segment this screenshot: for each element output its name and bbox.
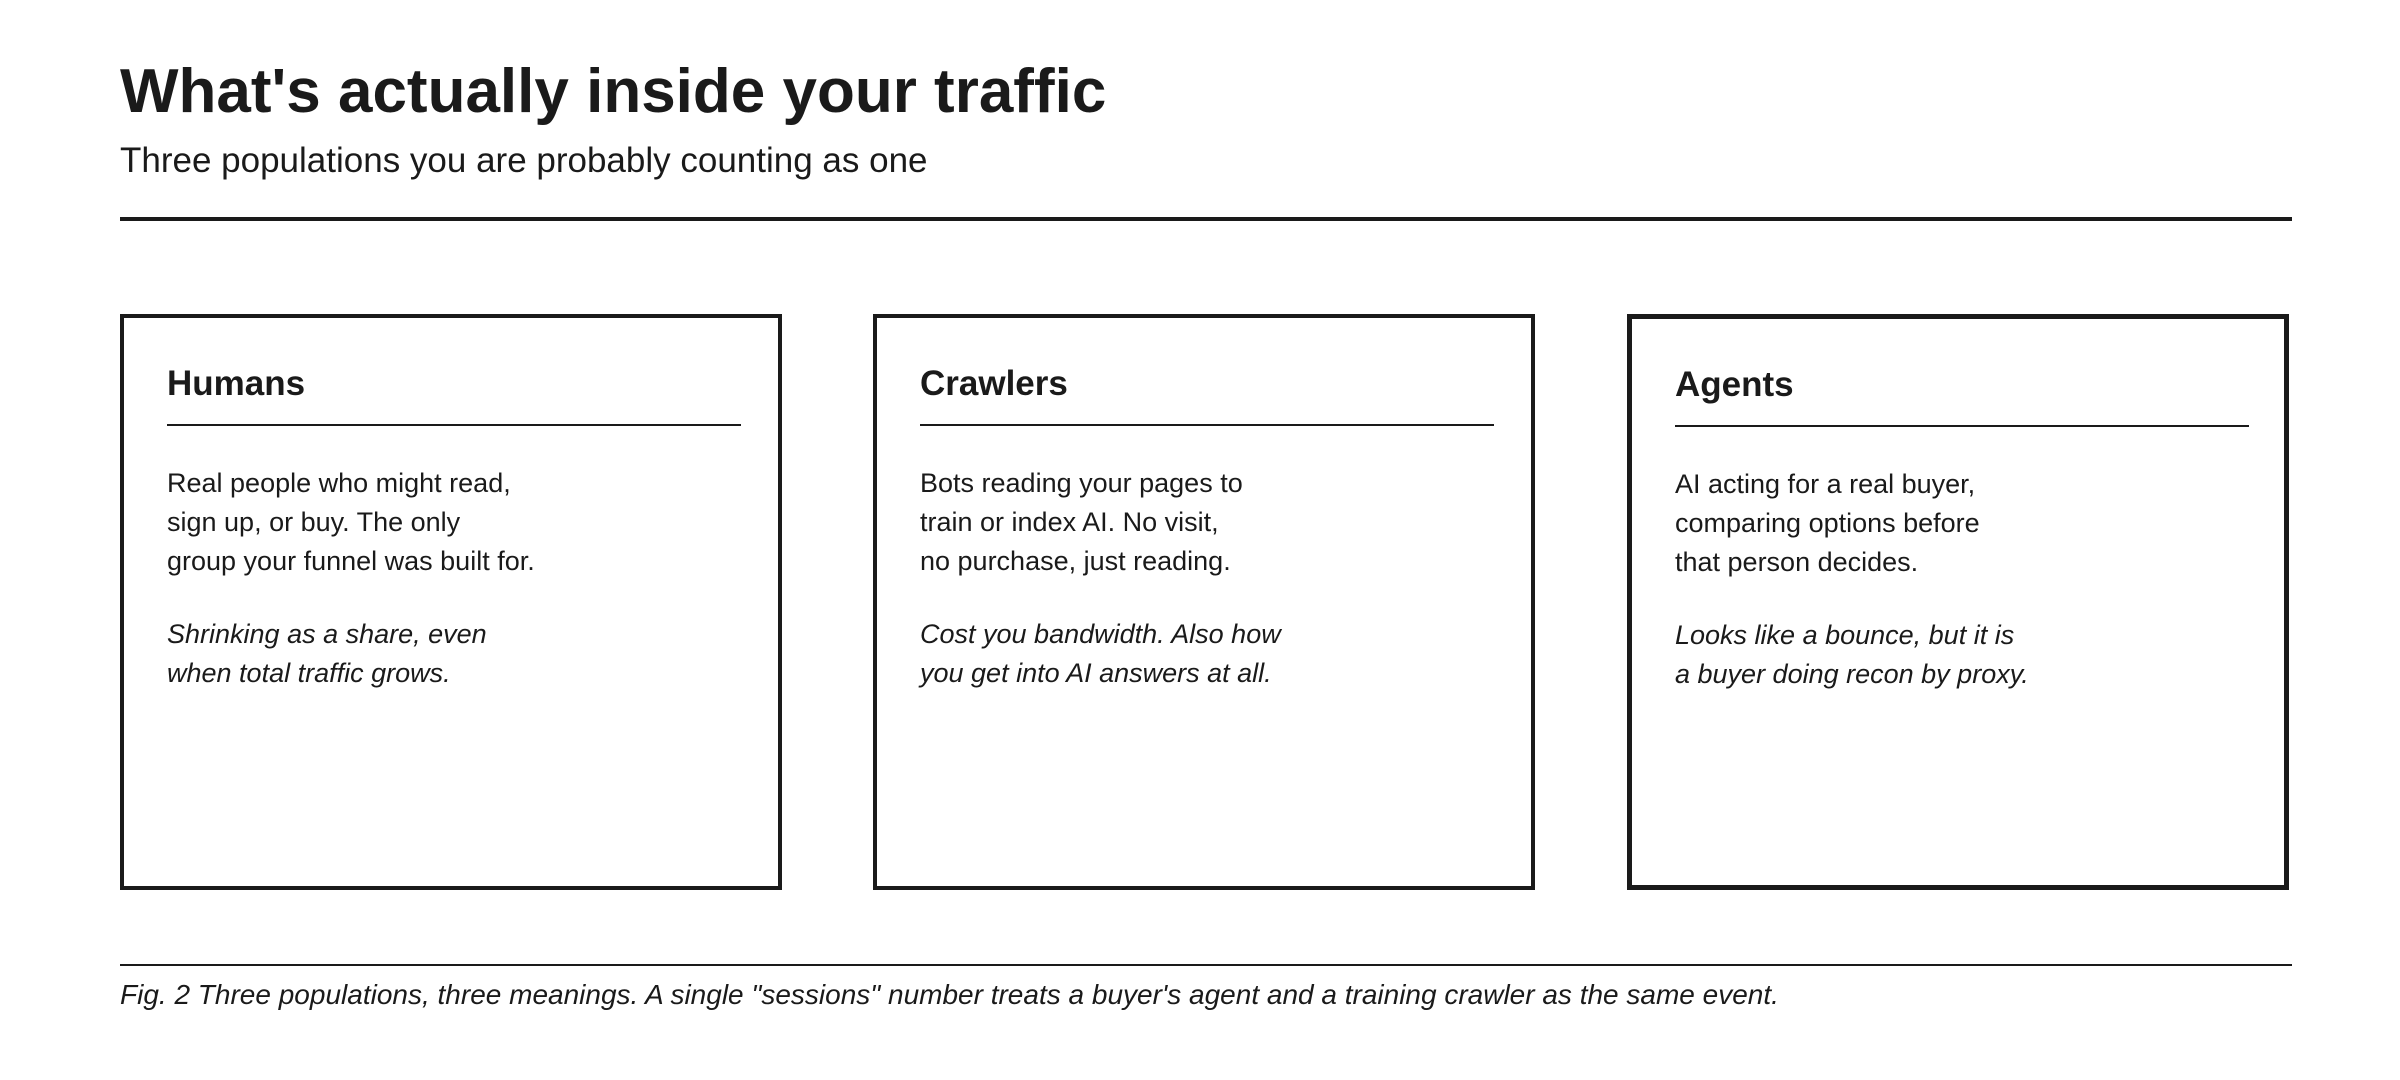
card-note bbox=[167, 615, 727, 693]
card-divider bbox=[920, 424, 1494, 426]
card-title: Humans bbox=[167, 364, 306, 403]
card-note bbox=[1675, 616, 2235, 694]
card-divider bbox=[1675, 425, 2249, 427]
card-humans bbox=[120, 314, 782, 890]
card-note-line: Looks like a bounce, but it is bbox=[1675, 620, 2015, 650]
card-description-line: no purchase, just reading. bbox=[920, 546, 1231, 576]
card-description-line: Real people who might read, bbox=[167, 468, 511, 498]
card-title: Crawlers bbox=[920, 364, 1068, 403]
caption-divider bbox=[120, 964, 2292, 966]
page-title: What's actually inside your traffic bbox=[120, 57, 1107, 126]
card-note-line: when total traffic grows. bbox=[167, 658, 451, 688]
card-description bbox=[167, 464, 727, 581]
card-description-line: that person decides. bbox=[1675, 547, 1919, 577]
header-divider bbox=[120, 217, 2292, 221]
page-subtitle: Three populations you are probably counting as one bbox=[120, 141, 928, 180]
card-description-line: train or index AI. No visit, bbox=[920, 507, 1219, 537]
card-title: Agents bbox=[1675, 365, 1794, 404]
card-note bbox=[920, 615, 1480, 693]
card-description-line: AI acting for a real buyer, bbox=[1675, 469, 1976, 499]
card-description-line: sign up, or buy. The only bbox=[167, 507, 461, 537]
card-note-line: Cost you bandwidth. Also how bbox=[920, 619, 1281, 649]
figure-caption: Fig. 2 Three populations, three meanings. A single "sessions" number treats a buyer's agent and a training crawler as the same event. bbox=[120, 979, 1779, 1010]
card-note-line: Shrinking as a share, even bbox=[167, 619, 487, 649]
card-description bbox=[1675, 465, 2235, 582]
card-description-line: group your funnel was built for. bbox=[167, 546, 535, 576]
card-divider bbox=[167, 424, 741, 426]
card-note-line: a buyer doing recon by proxy. bbox=[1675, 659, 2029, 689]
card-description bbox=[920, 464, 1480, 581]
card-agents bbox=[1627, 314, 2289, 890]
card-description-line: comparing options before bbox=[1675, 508, 1980, 538]
card-description-line: Bots reading your pages to bbox=[920, 468, 1243, 498]
card-crawlers bbox=[873, 314, 1535, 890]
card-note-line: you get into AI answers at all. bbox=[920, 658, 1272, 688]
